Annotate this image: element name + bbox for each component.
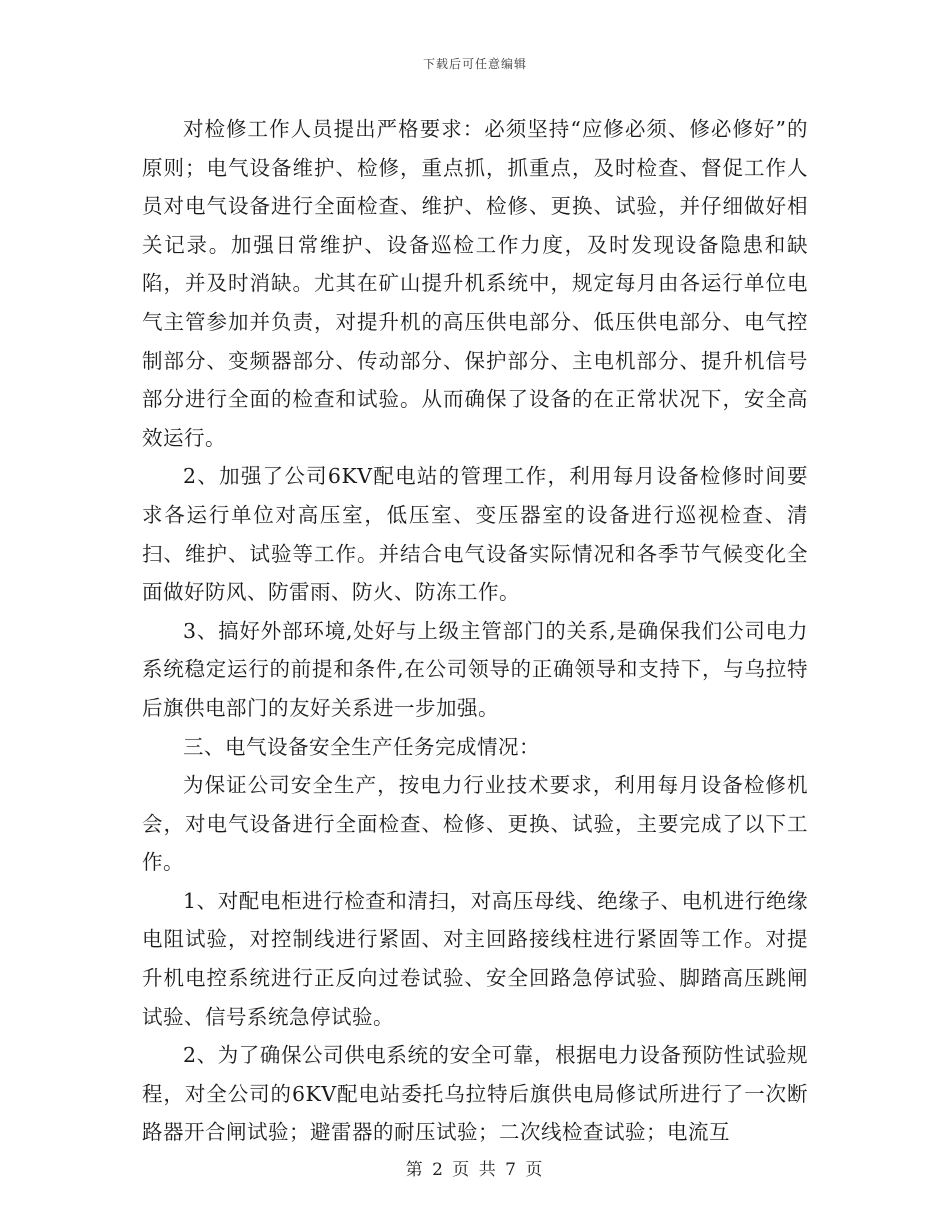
paragraph-substation-management: 2、加强了公司6KV配电站的管理工作，利用每月设备检修时间要求各运行单位对高压室，低压室、变压器室的设备进行巡视检查、清扫、维护、试验等工作。并结合电气设备实际情况和各季节气候变化全面做好防风、防雷雨、防火、防冻工作。 (142, 464, 808, 605)
page-footer: 第 2 页 共 7 页 (405, 1160, 545, 1180)
paragraph-cabinet-inspection: 1、对配电柜进行检查和清扫，对高压母线、绝缘子、电机进行绝缘电阻试验，对控制线进行紧固、对主回路接线柱进行紧固等工作。对提升机电控系统进行正反向过卷试验、安全回路急停试验、脚踏高压跳闸试验、信号系统急停试验。 (142, 888, 808, 1029)
paragraph-maintenance-requirements: 对检修工作人员提出严格要求：必须坚持“应修必须、修必修好”的原则；电气设备维护、检修，重点抓，抓重点，及时检查、督促工作人员对电气设备进行全面检查、维护、检修、更换、试验，并仔细做好相关记录。加强日常维护、设备巡检工作力度，及时发现设备隐患和缺陷，并及时消缺。尤其在矿山提升机系统中，规定每月由各运行单位电气主管参加并负责，对提升机的高压供电部分、低压供电部分、电气控制部分、变频器部分、传动部分、保护部分、主电机部分、提升机信号部分进行全面的检查和试验。从而确保了设备的在正常状况下，安全高效运行。 (142, 117, 808, 450)
paragraph-external-relations: 3、搞好外部环境,处好与上级主管部门的关系,是确保我们公司电力系统稳定运行的前提和条件,在公司领导的正确领导和支持下，与乌拉特后旗供电部门的友好关系进一步加强。 (142, 618, 808, 720)
paragraph-preventive-tests: 2、为了确保公司供电系统的安全可靠，根据电力设备预防性试验规程，对全公司的6KV配电站委托乌拉特后旗供电局修试所进行了一次断路器开合闸试验；避雷器的耐压试验；二次线检查试验；电流互 (142, 1043, 808, 1145)
paragraph-safety-intro: 为保证公司安全生产，按电力行业技术要求，利用每月设备检修机会，对电气设备进行全面检查、检修、更换、试验，主要完成了以下工作。 (142, 773, 808, 875)
section-heading-safety-tasks: 三、电气设备安全生产任务完成情况： (183, 734, 540, 759)
page-header: 下载后可任意编辑 (422, 57, 527, 71)
document-body (142, 110, 808, 1152)
